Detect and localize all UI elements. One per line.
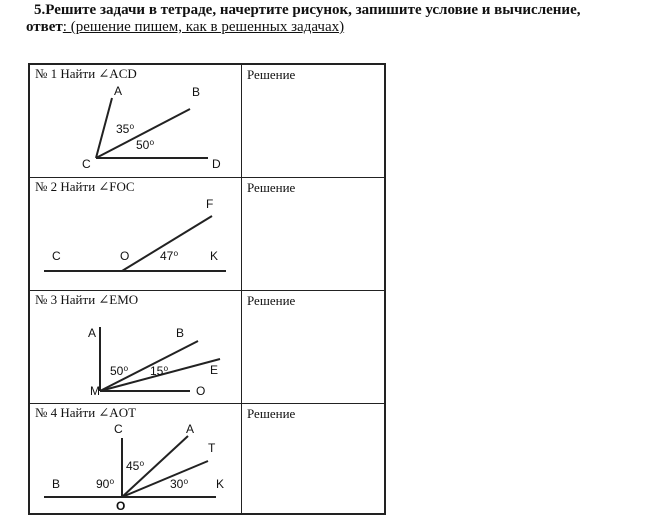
task-3-title: № 3 Найти ∠EMO: [35, 292, 139, 307]
point-b-label: B: [192, 85, 201, 99]
point-c-label: C: [52, 249, 61, 263]
solution-label-1: Решение: [247, 67, 296, 82]
task-3-figure: [30, 291, 242, 404]
task-cell-1: [30, 65, 242, 177]
task-row-4: [30, 404, 384, 513]
task-1-title: № 1 Найти ∠ACD: [35, 66, 137, 81]
point-c-label: C: [82, 157, 91, 171]
task-cell-3: [30, 291, 242, 403]
solution-label-3: Решение: [247, 293, 296, 308]
header-line-1: 5.Решите задачи в тетраде, начертите рисунок, запишите условие и вычисление,: [34, 2, 581, 18]
point-o-label: O: [116, 499, 126, 513]
point-t-label: T: [208, 441, 216, 455]
angle-label-47: 47⁰: [160, 249, 179, 263]
ray-ca: [96, 98, 112, 158]
point-k-label: K: [210, 249, 219, 263]
angle-label-45: 45⁰: [126, 459, 145, 473]
point-o-label: O: [196, 384, 206, 398]
point-a-label: A: [114, 84, 123, 98]
point-c-label: C: [114, 422, 123, 436]
point-a-label: A: [88, 326, 97, 340]
angle-label-30: 30⁰: [170, 477, 189, 491]
task-row-2: [30, 178, 384, 291]
task-row-3: [30, 291, 384, 404]
task-2-figure: [30, 178, 242, 291]
point-d-label: D: [212, 157, 221, 171]
header-answer-word: ответ: [26, 19, 63, 35]
solution-label-4: Решение: [247, 406, 296, 421]
point-o-label: O: [120, 249, 130, 263]
solution-cell-4[interactable]: [242, 404, 384, 513]
solution-cell-1[interactable]: [242, 65, 384, 177]
angle-label-15: 15⁰: [150, 364, 169, 378]
task-4-title: № 4 Найти ∠AOT: [35, 405, 137, 420]
header-answer-tail: : (решение пишем, как в решенных задачах): [62, 19, 345, 35]
angle-label-50: 50⁰: [110, 364, 129, 378]
task-header: [26, 2, 636, 36]
task-cell-2: [30, 178, 242, 290]
tasks-table: [28, 63, 386, 515]
task-1-figure: [30, 65, 242, 178]
point-k-label: K: [216, 477, 225, 491]
point-e-label: E: [210, 363, 219, 377]
point-f-label: F: [206, 197, 214, 211]
solution-cell-3[interactable]: [242, 291, 384, 403]
task-2-title: № 2 Найти ∠FOC: [35, 179, 135, 194]
point-b-label: B: [176, 326, 185, 340]
angle-label-90: 90⁰: [96, 477, 115, 491]
point-a-label: A: [186, 422, 195, 436]
solution-label-2: Решение: [247, 180, 296, 195]
point-b-label: B: [52, 477, 61, 491]
task-cell-4: [30, 404, 242, 513]
solution-cell-2[interactable]: [242, 178, 384, 290]
angle-label-35: 35⁰: [116, 122, 135, 136]
task-4-figure: [30, 404, 242, 513]
angle-label-50: 50⁰: [136, 138, 155, 152]
point-m-label: M: [90, 384, 100, 398]
task-row-1: [30, 65, 384, 178]
